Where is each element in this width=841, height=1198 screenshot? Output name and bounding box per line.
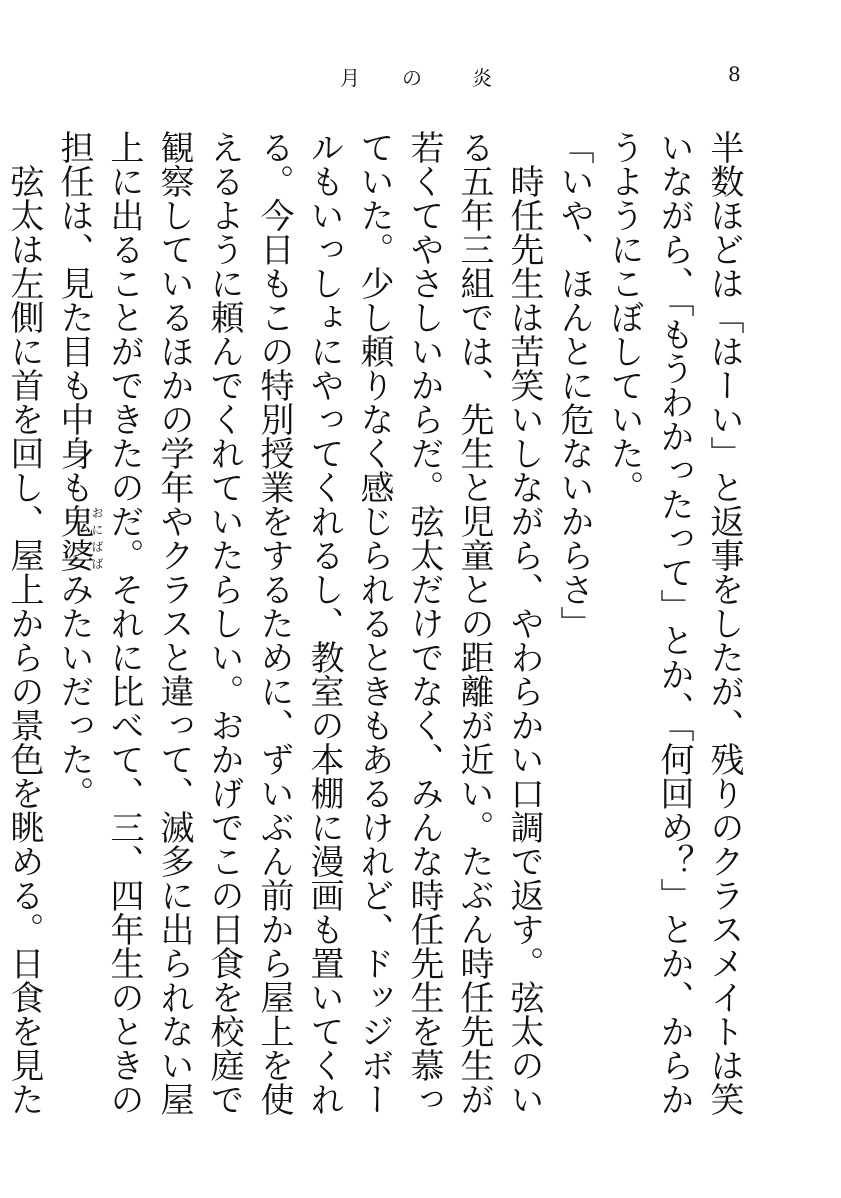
paragraph-3 (49, 130, 549, 1130)
ruby-reading: おにばば (90, 504, 104, 572)
ruby-word (54, 504, 104, 572)
paragraph-4: 弦太は左側に首を回し、屋上からの景色を眺める。日食を見た (4, 164, 44, 1116)
paragraph-3-tail: みたいだった。 (54, 572, 94, 810)
running-title-char-1: 月 (340, 66, 360, 90)
running-title-char-3: 炎 (472, 66, 492, 90)
paragraph-1: 半数ほどは「はーい」と返事をしたが、残りのクラスメイトは笑いながら、「もうわかったって」とか、「何回め？」とか、からかうようにこぼしていた。 (604, 130, 744, 1116)
paragraph-2: 「いや、ほんとに危ないからさ」 (554, 130, 594, 640)
paragraph-3-text: 時任先生は苦笑いしながら、やわらかい口調で返す。弦太のいる五年三組では、先生と児童との距離が近い。たぶん時任先生が若くてやさしいからだ。弦太だけでなく、みんな時任先生を慕っていた。少し頼りなく感じられるときもあるけれど、ドッジボールもいっしょにやってくれるし、教室の本棚に漫画も置いてくれる。今日もこの特別授業をするために、ずいぶん前から屋上を使えるように頼んでくれていたらしい。おかげでこの日食を校庭で観察しているほかの学年やクラスと違って、滅多に出られない屋上に出ることができたのだ。それに比べて、三、四年生のときの担任は、見た目も中身も (54, 130, 544, 1116)
body-text (4, 130, 749, 1130)
ruby-base: 鬼婆 (54, 504, 94, 572)
page-number: 8 (728, 62, 741, 86)
running-title-char-2: の (402, 66, 422, 90)
